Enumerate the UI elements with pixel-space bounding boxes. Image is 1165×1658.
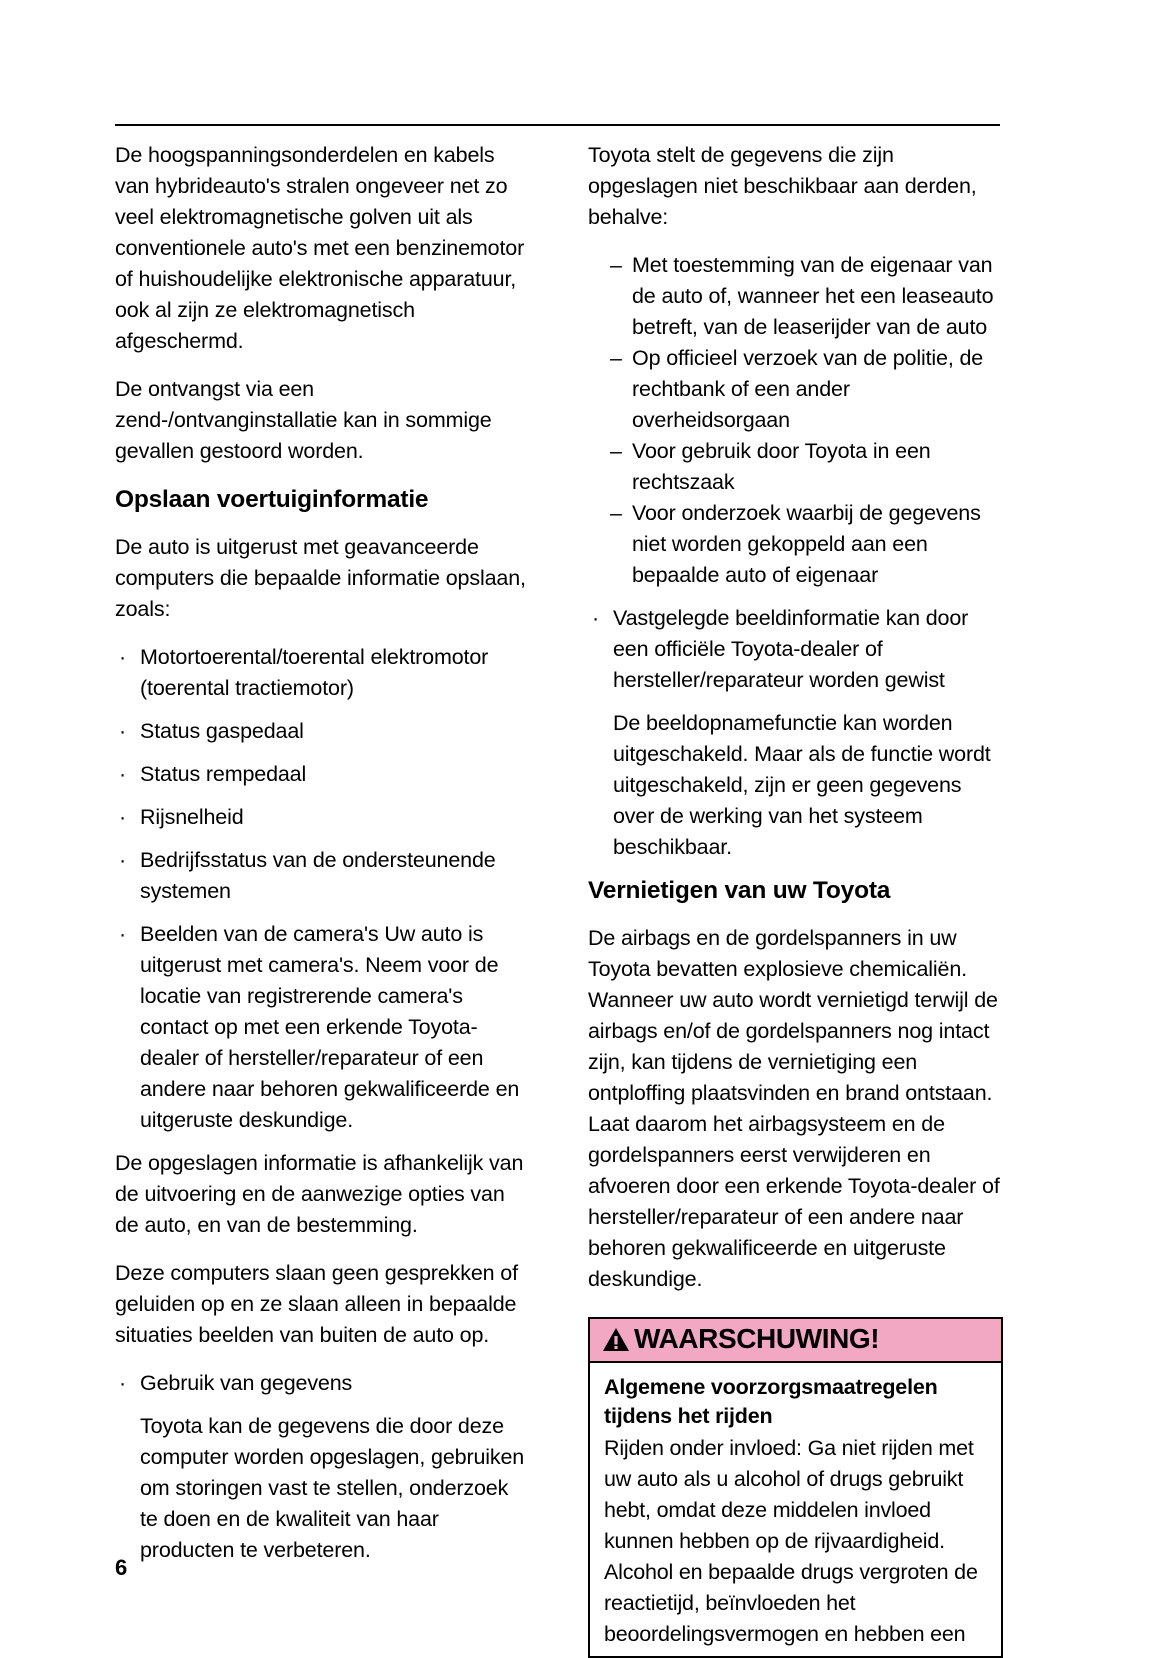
paragraph-ontvangst: De ontvangst via een zend-/ontvanginstallatie kan in sommige gevallen gestoord worden. [115, 377, 492, 463]
list-item [115, 1368, 530, 1566]
list-item [610, 436, 1005, 498]
warning-box-text: Rijden onder invloed: Ga niet rijden met uw auto als u alcohol of drugs gebruikt hebt, omdat deze middelen invloed kunnen hebben op de rijvaardigheid. Alcohol en bepaalde drugs vergroten de reactietijd, beïnvloeden het beoordelingsvermogen en hebben een [604, 1436, 978, 1646]
list-item-label: Vastgelegde beeldinformatie kan door een officiële Toyota-dealer of hersteller/reparateur worden gewist [613, 606, 969, 692]
list-item [610, 343, 1005, 436]
heading-opslaan-voertuiginformatie: Opslaan voertuiginformatie [115, 486, 429, 513]
warning-box-subtitle: Algemene voorzorgsmaatregelen tijdens het rijden [604, 1375, 938, 1428]
list-item [115, 919, 530, 1136]
warning-box [588, 1317, 1003, 1658]
bullet-dash-icon: – [610, 439, 622, 463]
list-item [588, 603, 1005, 863]
list-item-label: Status rempedaal [140, 762, 307, 786]
page-number: 6 [115, 1555, 128, 1580]
bullet-dot-icon: · [119, 645, 127, 669]
list-item-label: Op officieel verzoek van de politie, de rechtbank of een ander overheidsorgaan [632, 346, 984, 432]
list-item [610, 250, 1005, 343]
list-item-label: Gebruik van gegevens [140, 1371, 353, 1395]
list-item-label: Voor onderzoek waarbij de gegevens niet worden gekoppeld aan een bepaalde auto of eigenaar [632, 501, 981, 587]
warning-box-title: WAARSCHUWING! [634, 1323, 880, 1354]
list-item-label: Voor gebruik door Toyota in een rechtszaak [632, 439, 931, 494]
bullet-dash-icon: – [610, 253, 622, 277]
list-vastgelegde-beeldinformatie [588, 603, 1005, 863]
heading-vernietigen-van-uw-toyota: Vernietigen van uw Toyota [588, 877, 891, 904]
list-item-sub-paragraph: De beeldopnamefunctie kan worden uitgeschakeld. Maar als de functie wordt uitgeschakeld, zijn er geen gegevens over de werking van het systeem beschikbaar. [613, 711, 991, 859]
paragraph-gegevens-derden: Toyota stelt de gegevens die zijn opgeslagen niet beschikbaar aan derden, behalve: [588, 143, 977, 229]
bullet-dot-icon: · [119, 848, 127, 872]
bullet-dot-icon: · [119, 1371, 127, 1395]
list-item-label: Status gaspedaal [140, 719, 304, 743]
list-item [115, 716, 530, 747]
list-item-label: Bedrijfsstatus van de ondersteunende systemen [140, 848, 496, 903]
list-item-label: Motortoerental/toerental elektromotor (toerental tractiemotor) [140, 645, 489, 700]
paragraph-opgeslagen-informatie: De opgeslagen informatie is afhankelijk van de uitvoering en de aanwezige opties van de auto, en van de bestemming. [115, 1151, 524, 1237]
bullet-dot-icon: · [119, 922, 127, 946]
left-column [115, 140, 530, 1658]
bullet-dot-icon: · [119, 762, 127, 786]
bullet-dot-icon: · [119, 805, 127, 829]
list-item [610, 498, 1005, 591]
list-item [115, 845, 530, 907]
warning-box-body [590, 1363, 1001, 1656]
paragraph-computers-opslaan: De auto is uitgerust met geavanceerde computers die bepaalde informatie opslaan, zoals: [115, 535, 526, 621]
bullet-dash-icon: – [610, 501, 622, 525]
list-item [115, 802, 530, 833]
paragraph-geen-gesprekken: Deze computers slaan geen gesprekken of geluiden op en ze slaan alleen in bepaalde situaties beelden van buiten de auto op. [115, 1261, 518, 1347]
list-item-label: Rijsnelheid [140, 805, 244, 829]
bullet-dot-icon: · [119, 719, 127, 743]
list-uitzonderingen [588, 250, 1005, 591]
list-item-label: Beelden van de camera's Uw auto is uitgerust met camera's. Neem voor de locatie van registrerende camera's contact op met een erkende Toyota-dealer of hersteller/reparateur of een andere naar behoren gekwalificeerde en uitgeruste deskundige. [140, 922, 520, 1132]
warning-triangle-icon [602, 1327, 630, 1353]
paragraph-airbags-gordelspanners: De airbags en de gordelspanners in uw Toyota bevatten explosieve chemicaliën. Wanneer uw auto wordt vernietigd terwijl de airbags en/of de gordelspanners nog intact zijn, kan tijdens de vernietiging een ontploffing plaatsvinden en brand ontstaan. Laat daarom het airbagsysteem en de gordelspanners eerst verwijderen en afvoeren door een erkende Toyota-dealer of hersteller/reparateur of een andere naar behoren gekwalificeerde en uitgeruste deskundige. [588, 926, 1000, 1291]
bullet-dash-icon: – [610, 346, 622, 370]
list-item-sub-paragraph: Toyota kan de gegevens die door deze computer worden opgeslagen, gebruiken om storingen vast te stellen, onderzoek te doen en de kwaliteit van haar producten te verbeteren. [140, 1414, 525, 1562]
list-gebruik-van-gegevens [115, 1368, 530, 1566]
list-opgeslagen-informatie [115, 642, 530, 1136]
header-rule [115, 124, 1000, 126]
list-item [115, 759, 530, 790]
right-column [588, 140, 1005, 1658]
two-column-layout [115, 140, 1005, 1658]
list-item-label: Met toestemming van de eigenaar van de auto of, wanneer het een leaseauto betreft, van de leaserijder van de auto [632, 253, 994, 339]
warning-box-header [590, 1319, 1001, 1363]
bullet-dot-icon: · [592, 606, 600, 630]
paragraph-hoogspanning: De hoogspanningsonderdelen en kabels van hybrideauto's stralen ongeveer net zo veel elektromagnetische golven uit als conventionele auto's met een benzinemotor of huishoudelijke elektronische apparatuur, ook al zijn ze elektromagnetisch afgeschermd. [115, 143, 525, 353]
list-item [115, 642, 530, 704]
